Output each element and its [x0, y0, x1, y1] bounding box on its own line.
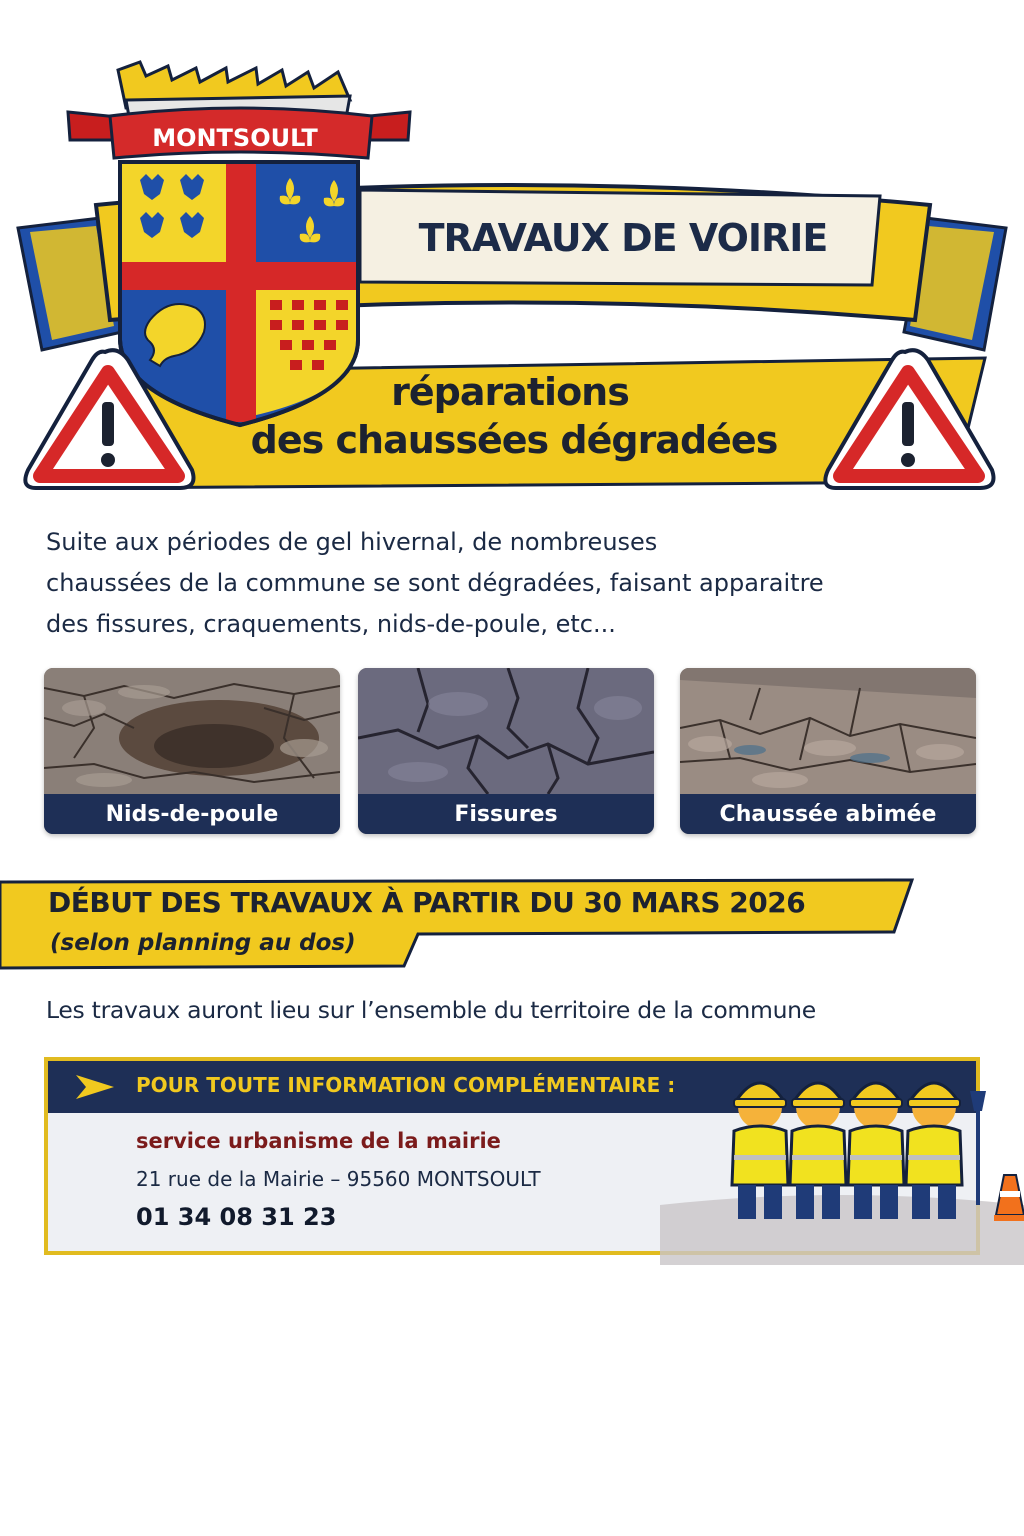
card-label: Nids-de-poule [44, 794, 340, 834]
intro-paragraph [46, 522, 986, 645]
territory-note: Les travaux auront lieu sur l’ensemble du territoire de la commune [46, 996, 816, 1024]
contact-phone[interactable]: 01 34 08 31 23 [136, 1203, 337, 1231]
intro-line: Suite aux périodes de gel hivernal, de nombreuses [46, 528, 658, 556]
card-label: Fissures [358, 794, 654, 834]
traffic-cone-icon [994, 1175, 1024, 1221]
photo-card-cracks [358, 668, 654, 834]
start-date-subtitle: (selon planning au dos) [50, 930, 356, 956]
subtitle-line-1: réparations [391, 370, 629, 414]
crest-ribbon-text: MONTSOULT [152, 124, 318, 152]
road-worker-icon [906, 1083, 986, 1219]
contact-heading: POUR TOUTE INFORMATION COMPLÉMENTAIRE : [136, 1073, 676, 1097]
cracks-photo [358, 668, 654, 794]
intro-line: des fissures, craquements, nids-de-poule, etc... [46, 610, 616, 638]
contact-address: 21 rue de la Mairie – 95560 MONTSOULT [136, 1167, 541, 1191]
page-title: TRAVAUX DE VOIRIE [418, 216, 828, 260]
arrow-right-icon [76, 1073, 114, 1101]
damaged-road-photo [680, 668, 976, 794]
start-date-title: DÉBUT DES TRAVAUX À PARTIR DU 30 MARS 2026 [48, 886, 806, 919]
photo-card-potholes [44, 668, 340, 834]
subtitle-line-2: des chaussées dégradées [250, 418, 778, 462]
pothole-photo [44, 668, 340, 794]
card-label: Chaussée abimée [680, 794, 976, 834]
intro-line: chaussées de la commune se sont dégradées, faisant apparaitre [46, 569, 824, 597]
contact-service: service urbanisme de la mairie [136, 1129, 501, 1153]
workers-illustration [660, 1055, 1024, 1265]
photo-card-damaged-road [680, 668, 976, 834]
